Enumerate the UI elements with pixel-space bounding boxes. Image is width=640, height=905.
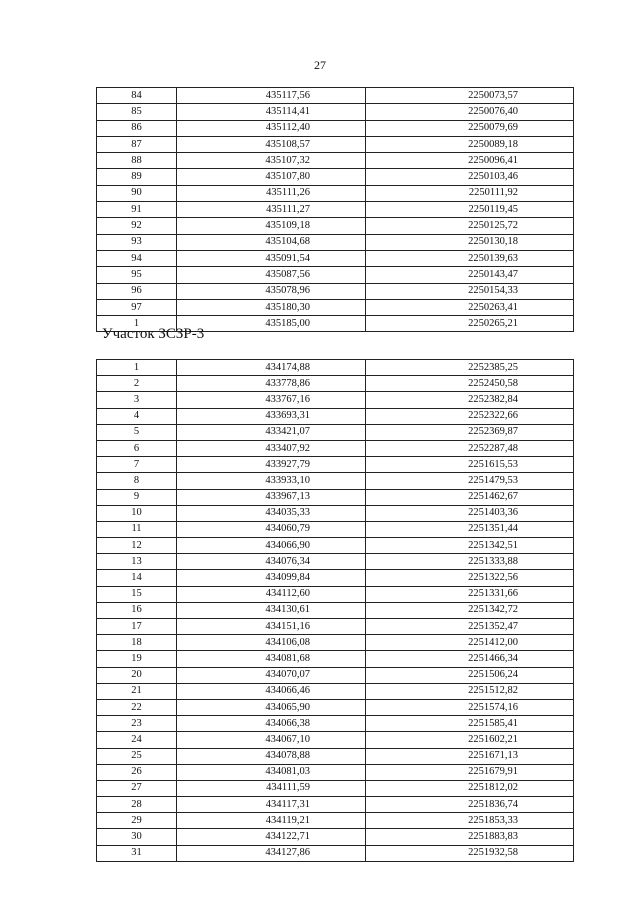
table-row	[97, 635, 574, 651]
table-row	[97, 360, 574, 376]
y-coordinate-cell: 2251462,67	[366, 489, 574, 505]
point-number-cell: 15	[97, 586, 177, 602]
y-coordinate-cell: 2251466,34	[366, 651, 574, 667]
y-coordinate-cell: 2250111,92	[366, 185, 574, 201]
y-coordinate-cell: 2250143,47	[366, 267, 574, 283]
table-row	[97, 185, 574, 201]
x-coordinate-cell: 434122,71	[177, 829, 366, 845]
y-coordinate-cell: 2250154,33	[366, 283, 574, 299]
y-coordinate-cell: 2250076,40	[366, 104, 574, 120]
table-row	[97, 570, 574, 586]
y-coordinate-cell: 2251351,44	[366, 521, 574, 537]
x-coordinate-cell: 434066,46	[177, 683, 366, 699]
x-coordinate-cell: 434076,34	[177, 554, 366, 570]
y-coordinate-cell: 2250103,46	[366, 169, 574, 185]
point-number-cell: 31	[97, 845, 177, 861]
table-row	[97, 136, 574, 152]
x-coordinate-cell: 434066,38	[177, 716, 366, 732]
table-row	[97, 299, 574, 315]
table-row	[97, 424, 574, 440]
y-coordinate-cell: 2251812,02	[366, 780, 574, 796]
x-coordinate-cell: 434066,90	[177, 538, 366, 554]
point-number-cell: 12	[97, 538, 177, 554]
table-body	[97, 360, 574, 862]
point-number-cell: 30	[97, 829, 177, 845]
point-number-cell: 17	[97, 619, 177, 635]
point-number-cell: 14	[97, 570, 177, 586]
x-coordinate-cell: 435114,41	[177, 104, 366, 120]
point-number-cell: 92	[97, 218, 177, 234]
y-coordinate-cell: 2251853,33	[366, 813, 574, 829]
y-coordinate-cell: 2251512,82	[366, 683, 574, 699]
y-coordinate-cell: 2252287,48	[366, 440, 574, 456]
table-row	[97, 169, 574, 185]
x-coordinate-cell: 435117,56	[177, 88, 366, 104]
x-coordinate-cell: 434174,88	[177, 360, 366, 376]
y-coordinate-cell: 2251671,13	[366, 748, 574, 764]
point-number-cell: 25	[97, 748, 177, 764]
point-number-cell: 96	[97, 283, 177, 299]
x-coordinate-cell: 434070,07	[177, 667, 366, 683]
x-coordinate-cell: 433421,07	[177, 424, 366, 440]
point-number-cell: 16	[97, 602, 177, 618]
point-number-cell: 93	[97, 234, 177, 250]
y-coordinate-cell: 2251479,53	[366, 473, 574, 489]
x-coordinate-cell: 435185,00	[177, 316, 366, 332]
x-coordinate-cell: 435109,18	[177, 218, 366, 234]
y-coordinate-cell: 2252369,87	[366, 424, 574, 440]
point-number-cell: 28	[97, 797, 177, 813]
table-row	[97, 267, 574, 283]
table-row	[97, 521, 574, 537]
point-number-cell: 24	[97, 732, 177, 748]
x-coordinate-cell: 433933,10	[177, 473, 366, 489]
table-row	[97, 489, 574, 505]
x-coordinate-cell: 434067,10	[177, 732, 366, 748]
x-coordinate-cell: 435087,56	[177, 267, 366, 283]
point-number-cell: 23	[97, 716, 177, 732]
x-coordinate-cell: 433767,16	[177, 392, 366, 408]
y-coordinate-cell: 2251585,41	[366, 716, 574, 732]
table-row	[97, 829, 574, 845]
point-number-cell: 21	[97, 683, 177, 699]
table-row	[97, 473, 574, 489]
point-number-cell: 22	[97, 699, 177, 715]
y-coordinate-cell: 2252385,25	[366, 360, 574, 376]
y-coordinate-cell: 2251403,36	[366, 505, 574, 521]
x-coordinate-cell: 434127,86	[177, 845, 366, 861]
table-row	[97, 845, 574, 861]
point-number-cell: 29	[97, 813, 177, 829]
point-number-cell: 8	[97, 473, 177, 489]
table-row	[97, 651, 574, 667]
table-row	[97, 153, 574, 169]
x-coordinate-cell: 435091,54	[177, 250, 366, 266]
y-coordinate-cell: 2251836,74	[366, 797, 574, 813]
table-row	[97, 797, 574, 813]
y-coordinate-cell: 2251574,16	[366, 699, 574, 715]
table-body	[97, 88, 574, 332]
y-coordinate-cell: 2250125,72	[366, 218, 574, 234]
y-coordinate-cell: 2251412,00	[366, 635, 574, 651]
y-coordinate-cell: 2250119,45	[366, 202, 574, 218]
table-row	[97, 104, 574, 120]
y-coordinate-cell: 2250139,63	[366, 250, 574, 266]
point-number-cell: 91	[97, 202, 177, 218]
table-row	[97, 748, 574, 764]
coordinates-table-1	[96, 87, 574, 332]
y-coordinate-cell: 2251883,83	[366, 829, 574, 845]
y-coordinate-cell: 2250263,41	[366, 299, 574, 315]
coordinates-table-2	[96, 359, 574, 862]
y-coordinate-cell: 2250079,69	[366, 120, 574, 136]
table-row	[97, 813, 574, 829]
x-coordinate-cell: 435180,30	[177, 299, 366, 315]
y-coordinate-cell: 2251333,88	[366, 554, 574, 570]
y-coordinate-cell: 2252450,58	[366, 376, 574, 392]
y-coordinate-cell: 2251602,21	[366, 732, 574, 748]
x-coordinate-cell: 434119,21	[177, 813, 366, 829]
point-number-cell: 90	[97, 185, 177, 201]
x-coordinate-cell: 433778,86	[177, 376, 366, 392]
point-number-cell: 7	[97, 457, 177, 473]
point-number-cell: 26	[97, 764, 177, 780]
x-coordinate-cell: 434065,90	[177, 699, 366, 715]
y-coordinate-cell: 2251506,24	[366, 667, 574, 683]
y-coordinate-cell: 2251342,72	[366, 602, 574, 618]
x-coordinate-cell: 435112,40	[177, 120, 366, 136]
table-row	[97, 234, 574, 250]
y-coordinate-cell: 2251615,53	[366, 457, 574, 473]
table-row	[97, 457, 574, 473]
point-number-cell: 19	[97, 651, 177, 667]
table-row	[97, 716, 574, 732]
x-coordinate-cell: 433693,31	[177, 408, 366, 424]
x-coordinate-cell: 434060,79	[177, 521, 366, 537]
table-row	[97, 764, 574, 780]
point-number-cell: 2	[97, 376, 177, 392]
point-number-cell: 6	[97, 440, 177, 456]
point-number-cell: 4	[97, 408, 177, 424]
y-coordinate-cell: 2250089,18	[366, 136, 574, 152]
point-number-cell: 1	[97, 360, 177, 376]
y-coordinate-cell: 2251932,58	[366, 845, 574, 861]
table-row	[97, 699, 574, 715]
point-number-cell: 86	[97, 120, 177, 136]
table-row	[97, 602, 574, 618]
table-row	[97, 250, 574, 266]
table-row	[97, 88, 574, 104]
table-row	[97, 554, 574, 570]
point-number-cell: 13	[97, 554, 177, 570]
x-coordinate-cell: 435104,68	[177, 234, 366, 250]
x-coordinate-cell: 435107,32	[177, 153, 366, 169]
x-coordinate-cell: 435107,80	[177, 169, 366, 185]
y-coordinate-cell: 2250265,21	[366, 316, 574, 332]
table-row	[97, 732, 574, 748]
table-row	[97, 505, 574, 521]
x-coordinate-cell: 435111,26	[177, 185, 366, 201]
section-title: Участок ЗСЗР-3	[102, 326, 205, 342]
y-coordinate-cell: 2251679,91	[366, 764, 574, 780]
y-coordinate-cell: 2252322,66	[366, 408, 574, 424]
y-coordinate-cell: 2250073,57	[366, 88, 574, 104]
table-row	[97, 440, 574, 456]
x-coordinate-cell: 434130,61	[177, 602, 366, 618]
y-coordinate-cell: 2251342,51	[366, 538, 574, 554]
page-number: 27	[314, 58, 326, 72]
x-coordinate-cell: 434151,16	[177, 619, 366, 635]
y-coordinate-cell: 2251322,56	[366, 570, 574, 586]
x-coordinate-cell: 434112,60	[177, 586, 366, 602]
table-row	[97, 408, 574, 424]
point-number-cell: 1	[97, 316, 177, 332]
point-number-cell: 27	[97, 780, 177, 796]
y-coordinate-cell: 2251352,47	[366, 619, 574, 635]
table-row	[97, 619, 574, 635]
point-number-cell: 11	[97, 521, 177, 537]
x-coordinate-cell: 433407,92	[177, 440, 366, 456]
x-coordinate-cell: 434078,88	[177, 748, 366, 764]
x-coordinate-cell: 434117,31	[177, 797, 366, 813]
point-number-cell: 88	[97, 153, 177, 169]
x-coordinate-cell: 433927,79	[177, 457, 366, 473]
table-row	[97, 218, 574, 234]
x-coordinate-cell: 434106,08	[177, 635, 366, 651]
table-row	[97, 586, 574, 602]
point-number-cell: 18	[97, 635, 177, 651]
x-coordinate-cell: 434099,84	[177, 570, 366, 586]
table-row	[97, 780, 574, 796]
point-number-cell: 5	[97, 424, 177, 440]
table-row	[97, 683, 574, 699]
table-row	[97, 202, 574, 218]
point-number-cell: 87	[97, 136, 177, 152]
y-coordinate-cell: 2251331,66	[366, 586, 574, 602]
x-coordinate-cell: 434111,59	[177, 780, 366, 796]
point-number-cell: 10	[97, 505, 177, 521]
x-coordinate-cell: 433967,13	[177, 489, 366, 505]
y-coordinate-cell: 2250096,41	[366, 153, 574, 169]
point-number-cell: 95	[97, 267, 177, 283]
table-row	[97, 538, 574, 554]
point-number-cell: 3	[97, 392, 177, 408]
table-row	[97, 392, 574, 408]
point-number-cell: 94	[97, 250, 177, 266]
x-coordinate-cell: 435108,57	[177, 136, 366, 152]
x-coordinate-cell: 435111,27	[177, 202, 366, 218]
point-number-cell: 20	[97, 667, 177, 683]
table-row	[97, 376, 574, 392]
point-number-cell: 84	[97, 88, 177, 104]
x-coordinate-cell: 434081,03	[177, 764, 366, 780]
table-row	[97, 283, 574, 299]
table-row	[97, 667, 574, 683]
x-coordinate-cell: 434035,33	[177, 505, 366, 521]
table-row	[97, 120, 574, 136]
point-number-cell: 89	[97, 169, 177, 185]
point-number-cell: 97	[97, 299, 177, 315]
point-number-cell: 85	[97, 104, 177, 120]
x-coordinate-cell: 435078,96	[177, 283, 366, 299]
y-coordinate-cell: 2252382,84	[366, 392, 574, 408]
y-coordinate-cell: 2250130,18	[366, 234, 574, 250]
point-number-cell: 9	[97, 489, 177, 505]
x-coordinate-cell: 434081,68	[177, 651, 366, 667]
